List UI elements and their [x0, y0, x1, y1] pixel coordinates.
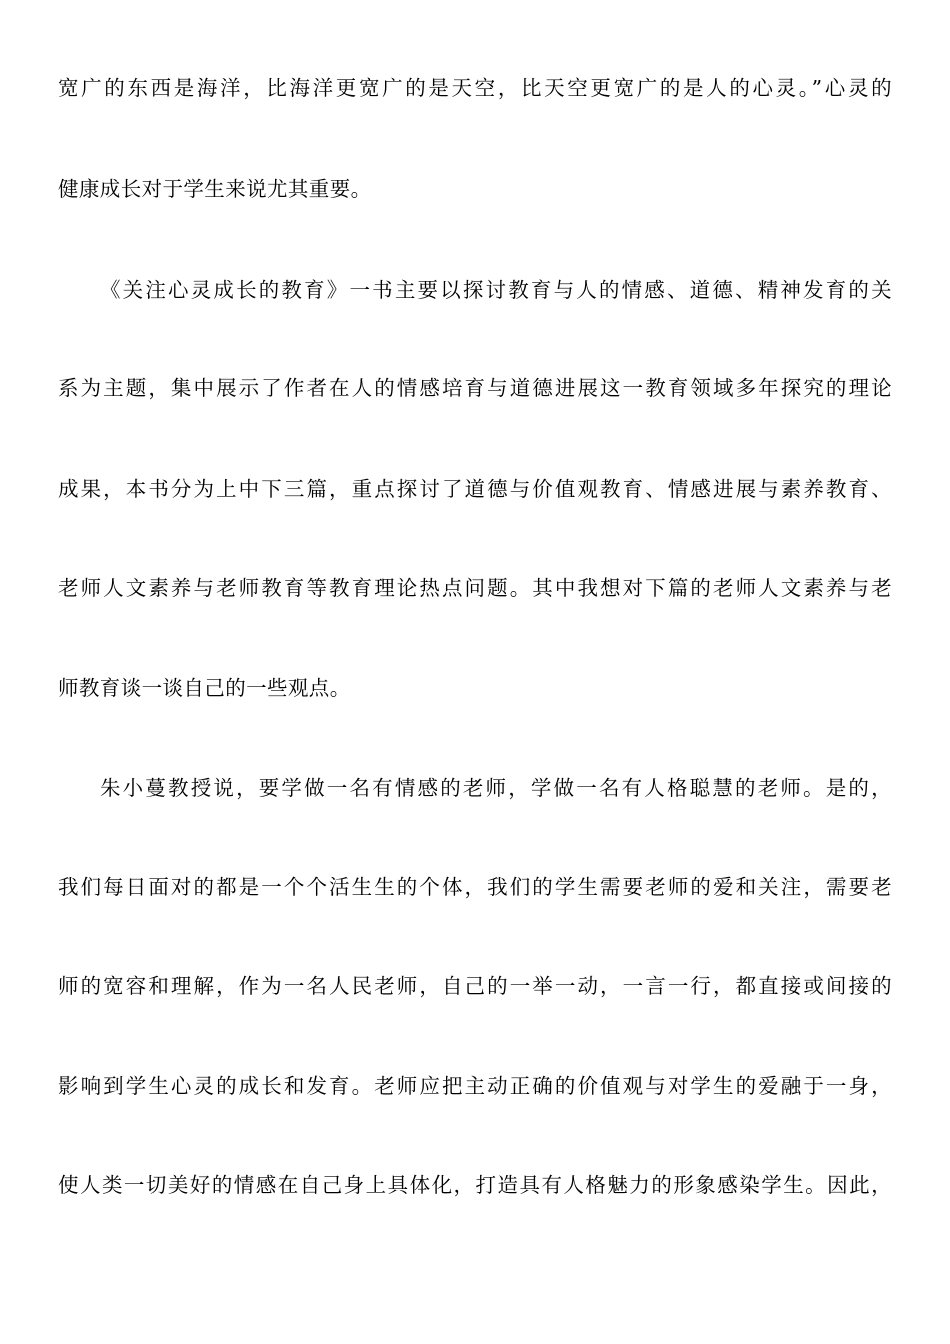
- paragraph-line: 成果，本书分为上中下三篇，重点探讨了道德与价值观教育、情感进展与素养教育、: [58, 477, 892, 501]
- paragraph-line: 我们每日面对的都是一个个活生生的个体，我们的学生需要老师的爱和关注，需要老: [58, 875, 892, 899]
- paragraph-line: 影响到学生心灵的成长和发育。老师应把主动正确的价值观与对学生的爱融于一身，: [58, 1074, 892, 1098]
- paragraph-line: 使人类一切美好的情感在自己身上具体化，打造具有人格魅力的形象感染学生。因此，: [58, 1173, 892, 1197]
- paragraph-line: 朱小蔓教授说，要学做一名有情感的老师，学做一名有人格聪慧的老师。是的，: [100, 776, 892, 800]
- paragraph-line: 《关注心灵成长的教育》一书主要以探讨教育与人的情感、道德、精神发育的关: [100, 278, 892, 302]
- paragraph-line: 健康成长对于学生来说尤其重要。: [58, 177, 372, 201]
- paragraph-line: 宽广的东西是海洋，比海洋更宽广的是天空，比天空更宽广的是人的心灵。”心灵的: [58, 76, 892, 100]
- paragraph-line: 老师人文素养与老师教育等教育理论热点问题。其中我想对下篇的老师人文素养与老: [58, 576, 892, 600]
- paragraph-line: 系为主题，集中展示了作者在人的情感培育与道德进展这一教育领域多年探究的理论: [58, 376, 892, 400]
- paragraph-line: 师的宽容和理解，作为一名人民老师，自己的一举一动，一言一行，都直接或间接的: [58, 974, 892, 998]
- paragraph-line: 师教育谈一谈自己的一些观点。: [58, 676, 351, 700]
